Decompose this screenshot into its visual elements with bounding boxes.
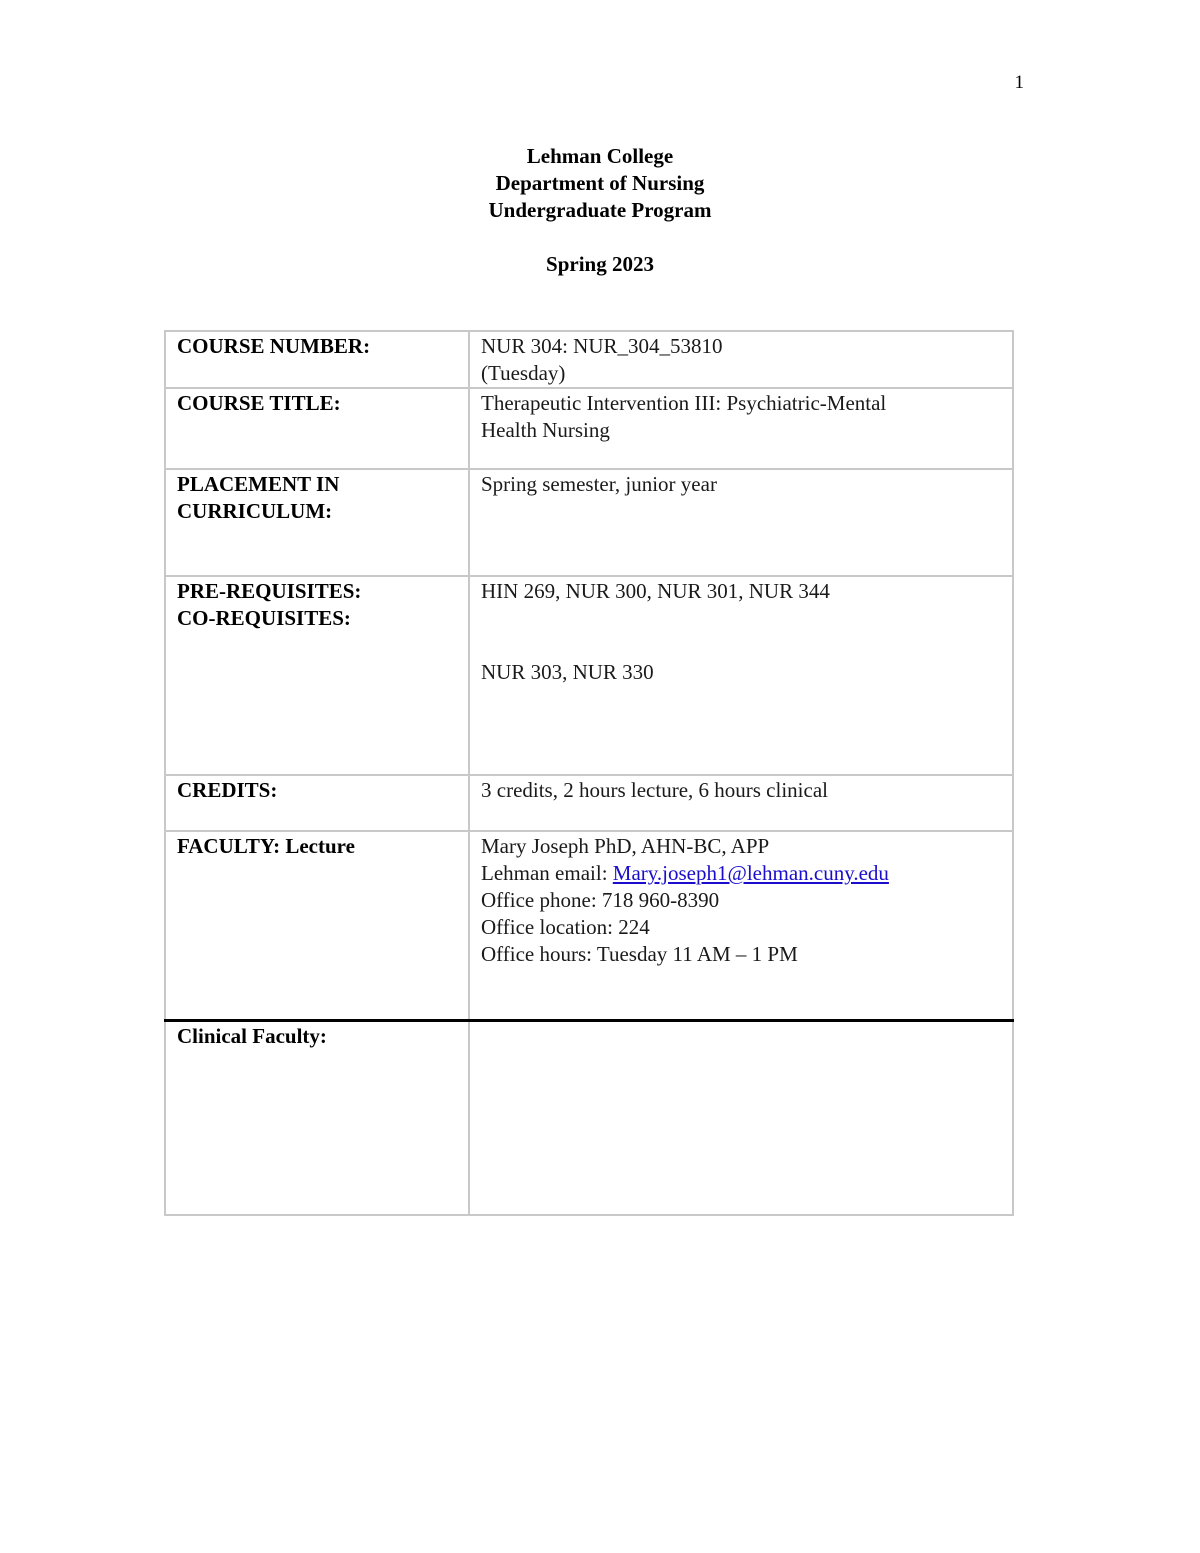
- department-name: Department of Nursing: [495, 171, 705, 195]
- requisites-label: [165, 576, 469, 775]
- faculty-office-location: Office location: 224: [481, 915, 650, 939]
- requisites-row: [165, 576, 1013, 775]
- placement-label: [165, 469, 469, 576]
- course-number-value: [469, 331, 1013, 388]
- course-number-row: [165, 331, 1013, 388]
- faculty-name: Mary Joseph PhD, AHN-BC, APP: [481, 834, 770, 858]
- prerequisites-value: HIN 269, NUR 300, NUR 301, NUR 344: [481, 579, 830, 603]
- course-info-table: [164, 330, 1014, 1216]
- credits-value: 3 credits, 2 hours lecture, 6 hours clinical: [469, 775, 1013, 831]
- faculty-email-link[interactable]: Mary.joseph1@lehman.cuny.edu: [612, 861, 889, 885]
- credits-label: CREDITS:: [165, 775, 469, 831]
- placement-row: [165, 469, 1013, 576]
- page-number: 1: [1014, 72, 1024, 93]
- faculty-value: [469, 831, 1013, 1021]
- program-name: Undergraduate Program: [488, 198, 712, 222]
- document-header: [0, 143, 1200, 278]
- course-number-line: NUR 304: NUR_304_53810: [481, 334, 723, 358]
- faculty-phone: Office phone: 718 960-8390: [481, 888, 720, 912]
- course-title-line2: Health Nursing: [481, 418, 610, 442]
- requisites-spacer: [481, 605, 1002, 659]
- faculty-email-line: [481, 860, 1002, 887]
- clinical-faculty-row: [165, 1021, 1013, 1216]
- clinical-faculty-value: [469, 1021, 1013, 1216]
- placement-label-line2: CURRICULUM:: [177, 499, 333, 523]
- corequisites-value: NUR 303, NUR 330: [481, 660, 654, 684]
- course-title-label: COURSE TITLE:: [165, 388, 469, 469]
- course-title-value: [469, 388, 1013, 469]
- placement-label-line1: PLACEMENT IN: [177, 472, 340, 496]
- college-name: Lehman College: [526, 144, 674, 168]
- course-title-line1: Therapeutic Intervention III: Psychiatric-Mental: [481, 391, 887, 415]
- faculty-office-hours: Office hours: Tuesday 11 AM – 1 PM: [481, 942, 798, 966]
- course-title-row: [165, 388, 1013, 469]
- requisites-value: [469, 576, 1013, 775]
- term: Spring 2023: [546, 252, 654, 276]
- faculty-row: [165, 831, 1013, 1021]
- faculty-label: FACULTY: Lecture: [165, 831, 469, 1021]
- placement-value: Spring semester, junior year: [469, 469, 1013, 576]
- course-day-line: (Tuesday): [481, 361, 566, 385]
- prerequisites-label: PRE-REQUISITES:: [177, 579, 362, 603]
- course-number-label: COURSE NUMBER:: [165, 331, 469, 388]
- credits-row: [165, 775, 1013, 831]
- clinical-faculty-label: Clinical Faculty:: [165, 1021, 469, 1216]
- faculty-email-prefix: Lehman email:: [481, 861, 613, 885]
- corequisites-label: CO-REQUISITES:: [177, 606, 351, 630]
